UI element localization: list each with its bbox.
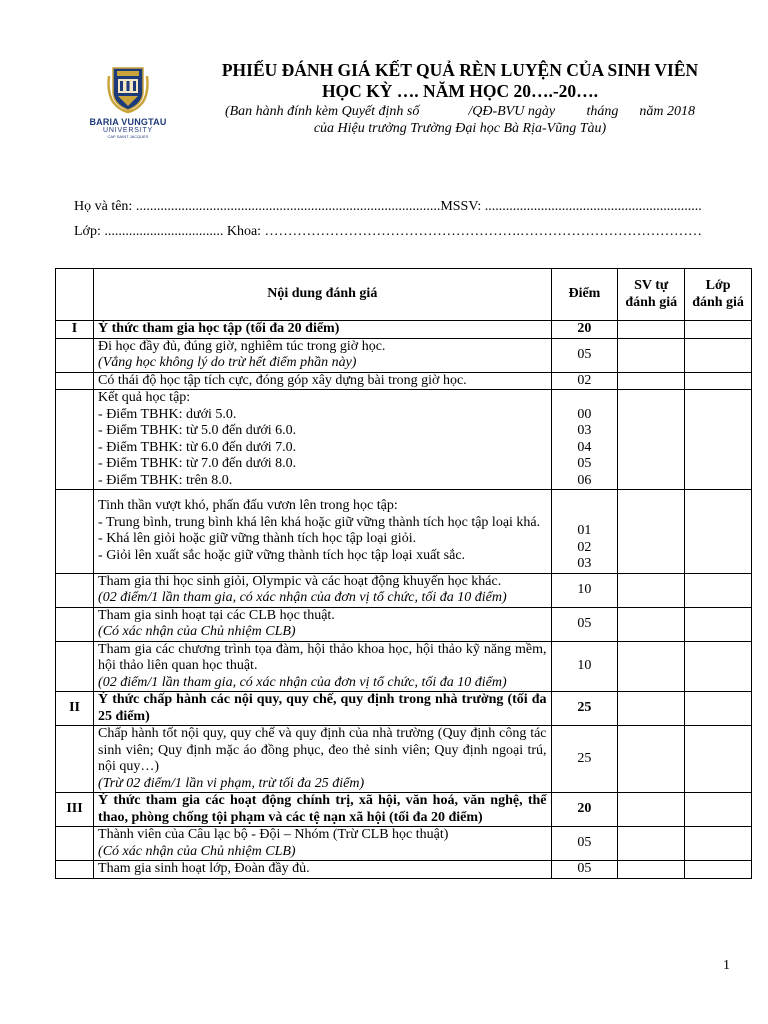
header-number (56, 269, 94, 321)
table-row (56, 726, 752, 793)
criterion-score: 10 (551, 641, 618, 692)
criterion-text: Chấp hành tốt nội quy, quy chế và quy định của nhà trường (Quy định công tác sinh viên; Quy định mặc áo đồng phục, đeo thẻ sinh viên; Quy định ngoại trú, nội quy…) (98, 726, 547, 774)
section-number: III (56, 793, 94, 827)
criterion-option: - Điểm TBHK: trên 8.0. (98, 472, 233, 488)
option-score: 05 (577, 456, 592, 471)
university-logo (88, 62, 168, 152)
criterion-text: Tham gia sinh hoạt tại các CLB học thuật. (98, 607, 335, 623)
criterion-score: 05 (551, 607, 618, 641)
criterion-score: 05 (551, 861, 618, 879)
criterion-text: Tham gia sinh hoạt lớp, Đoàn đầy đủ. (94, 861, 551, 879)
option-score: 04 (577, 439, 592, 455)
logo-name: BARIA VUNGTAU (89, 117, 167, 127)
header-score: Điểm (551, 269, 618, 321)
name-id-field: Họ và tên: .......................................................................................MSSV: .............................................................. (74, 199, 702, 214)
option-score: 03 (577, 423, 592, 438)
option-score: 02 (577, 539, 592, 555)
evaluation-table (55, 268, 752, 879)
table-row (56, 641, 752, 692)
header-class-evaluation: Lớp đánh giá (685, 269, 752, 321)
criterion-text: Kết quả học tập: (98, 390, 191, 405)
criterion-score: 02 (551, 372, 618, 390)
section-number: I (56, 321, 94, 339)
section-row-1 (56, 321, 752, 339)
criterion-option: - Giỏi lên xuất sắc hoặc giữ vững thành tích học tập loại xuất sắc. (98, 547, 466, 563)
logo-tagline: CAP SAINT JACQUES (107, 134, 149, 139)
criterion-option: - Điểm TBHK: từ 6.0 đến dưới 7.0. (98, 439, 297, 455)
option-score: 06 (577, 472, 592, 488)
criterion-text: Đi học đầy đủ, đúng giờ, nghiêm túc trong giờ học. (98, 338, 386, 354)
criterion-option: - Khá lên giỏi hoặc giữ vững thành tích học tập loại giỏi. (98, 531, 417, 547)
page-number: 1 (723, 958, 730, 973)
criterion-score: 25 (551, 726, 618, 793)
table-row (56, 338, 752, 372)
criterion-text: Thành viên của Câu lạc bộ - Đội – Nhóm (Trừ CLB học thuật) (98, 827, 449, 842)
section-row-3 (56, 793, 752, 827)
section-title: Ý thức tham gia các hoạt động chính trị, xã hội, văn hoá, văn nghệ, thể thao, phòng chống tội phạm và các tệ nạn xã hội (tối đa 20 điểm) (94, 793, 551, 827)
criterion-note: (Có xác nhận của Chủ nhiệm CLB) (98, 624, 296, 639)
table-row (56, 861, 752, 879)
section-title: Ý thức tham gia học tập (tối đa 20 điểm) (94, 321, 551, 339)
section-score: 25 (551, 692, 618, 726)
criterion-text: Tham gia thi học sinh giỏi, Olympic và các hoạt động khuyến học khác. (98, 573, 502, 589)
option-score: 03 (577, 556, 592, 571)
criterion-note: (Vắng học không lý do trừ hết điểm phần này) (98, 355, 357, 370)
criterion-option: - Điểm TBHK: từ 5.0 đến dưới 6.0. (98, 423, 297, 438)
table-row (56, 490, 752, 574)
criterion-text: Có thái độ học tập tích cực, đóng góp xây dựng bài trong giờ học. (94, 372, 551, 390)
criterion-note: (Trừ 02 điểm/1 lần vi phạm, trừ tối đa 25 điểm) (98, 775, 365, 791)
form-title: PHIẾU ĐÁNH GIÁ KẾT QUẢ RÈN LUYỆN CỦA SINH VIÊN (221, 60, 699, 80)
criterion-option: - Điểm TBHK: từ 7.0 đến dưới 8.0. (98, 456, 297, 471)
table-header-row (56, 269, 752, 321)
criterion-note: (02 điểm/1 lần tham gia, có xác nhận của đơn vị tổ chức, tối đa 10 điểm) (98, 590, 507, 605)
criterion-option: - Điểm TBHK: dưới 5.0. (98, 406, 237, 422)
table-row (56, 390, 752, 490)
table-row (56, 372, 752, 390)
criterion-score: 10 (551, 573, 618, 607)
criterion-score: 05 (551, 827, 618, 861)
criterion-note: (02 điểm/1 lần tham gia, có xác nhận của đơn vị tổ chức, tối đa 10 điểm) (98, 674, 507, 690)
section-row-2 (56, 692, 752, 726)
criterion-text: Tham gia các chương trình tọa đàm, hội thảo khoa học, hội thảo kỹ năng mềm, hội thảo liên quan học thuật. (98, 641, 547, 673)
class-faculty-field: Lớp: .................................. Khoa: ……………………………………………….………………………………… (74, 224, 703, 239)
header-content: Nội dung đánh giá (94, 269, 551, 321)
option-score: 01 (577, 523, 592, 538)
option-score: 00 (577, 406, 592, 422)
table-row (56, 827, 752, 861)
section-number: II (56, 692, 94, 726)
logo-university: UNIVERSITY (102, 127, 153, 134)
decision-note-line1: (Ban hành đính kèm Quyết định số /QĐ-BVU ngày tháng năm 2018 (224, 104, 696, 119)
header-self-evaluation: SV tự đánh giá (618, 269, 685, 321)
crest-icon (105, 62, 151, 116)
criterion-note: (Có xác nhận của Chủ nhiệm CLB) (98, 843, 296, 859)
criterion-option: - Trung bình, trung bình khá lên khá hoặc giữ vững thành tích học tập loại khá. (98, 514, 541, 530)
section-title: Ý thức chấp hành các nội quy, quy chế, quy định trong nhà trường (tối đa 25 điểm) (94, 692, 551, 726)
criterion-text: Tinh thần vượt khó, phấn đấu vươn lên trong học tập: (98, 498, 398, 514)
form-term: HỌC KỲ …. NĂM HỌC 20….-20…. (321, 81, 599, 101)
table-row (56, 573, 752, 607)
criterion-score: 05 (551, 338, 618, 372)
table-row (56, 607, 752, 641)
decision-note-line2: của Hiệu trưởng Trường Đại học Bà Rịa-Vũng Tàu) (313, 121, 607, 136)
section-score: 20 (551, 793, 618, 827)
section-score: 20 (551, 321, 618, 339)
